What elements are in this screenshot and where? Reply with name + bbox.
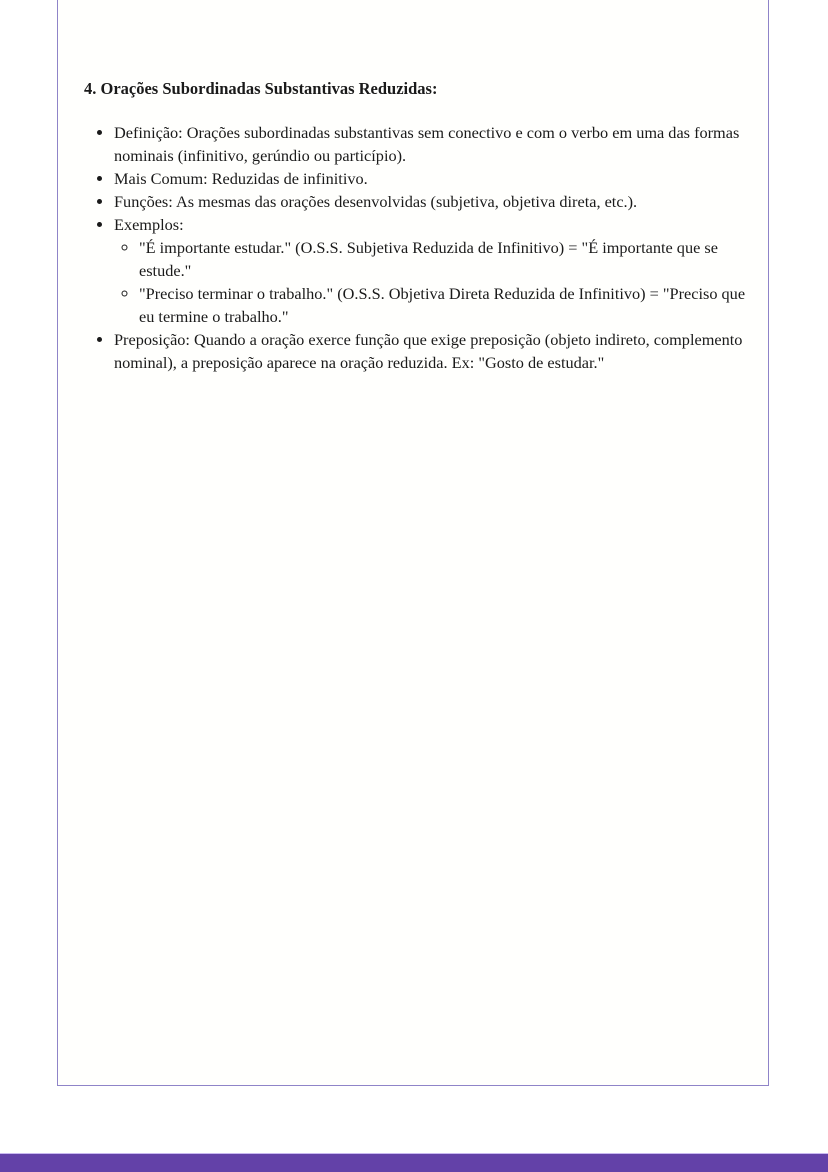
- list-item: • Funções: As mesmas das orações desenvolvidas (subjetiva, objetiva direta, etc.).: [114, 190, 754, 213]
- list-item: [114, 213, 754, 328]
- bullet-list: [84, 121, 754, 374]
- sub-list-item: ◦ "Preciso terminar o trabalho." (O.S.S. Objetiva Direta Reduzida de Infinitivo) = "Preciso que eu termine o trabalho.": [139, 282, 754, 328]
- list-item: • Definição: Orações subordinadas substantivas sem conectivo e com o verbo em uma das formas nominais (infinitivo, gerúndio ou particípio).: [114, 121, 754, 167]
- list-item: • Mais Comum: Reduzidas de infinitivo.: [114, 167, 754, 190]
- list-item: • Preposição: Quando a oração exerce função que exige preposição (objeto indireto, complemento nominal), a preposição aparece na oração reduzida. Ex: "Gosto de estudar.": [114, 328, 754, 374]
- footer-bar: [0, 1153, 828, 1172]
- page-content: [84, 79, 754, 374]
- document-page: [57, 0, 769, 1086]
- sub-list-item: ◦ "É importante estudar." (O.S.S. Subjetiva Reduzida de Infinitivo) = "É importante que se estude.": [139, 236, 754, 282]
- sub-list: [114, 236, 754, 328]
- section-heading: 4. Orações Subordinadas Substantivas Reduzidas:: [84, 79, 438, 98]
- list-item-label: Exemplos:: [114, 215, 184, 234]
